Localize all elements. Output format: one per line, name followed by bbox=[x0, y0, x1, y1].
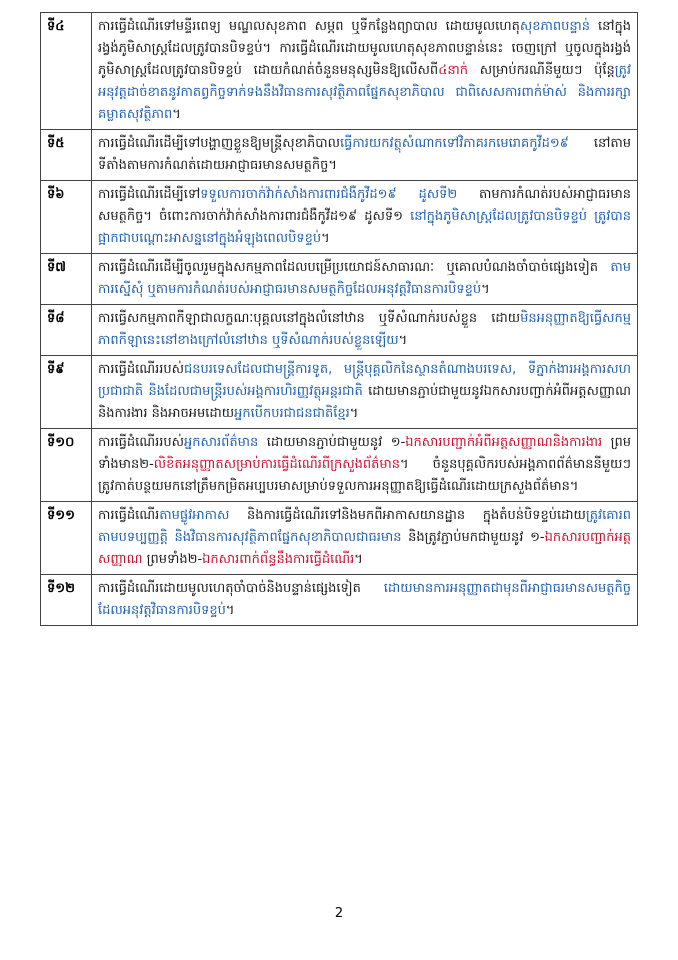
rule-text-segment: ។ bbox=[349, 406, 359, 421]
rule-row bbox=[41, 502, 638, 575]
rule-text-segment: ការធ្វើដំណើររបស់ bbox=[98, 435, 185, 450]
rule-text-segment: នៅក្នុងរង្វង់ភូមិសាស្ត្រដែលត្រូវបានបិទខ្ទប់។ ការធ្វើដំណើរដោយមូលហេតុសុខភាពបន្ទាន់នេះ ចេញក្រៅ ឬចូលក្នុងរង្វង់ភូមិសាស្ត្រដែលត្រូវបានបិទខ្ទប់ ដោយកំណត់ចំនួនមនុស្សមិនឱ្យលើសពី bbox=[98, 19, 632, 78]
rule-text-segment: មិនអនុញ្ញាតឱ្យធ្វើសកម្មភាពកីឡានេះនៅខាងក្រៅលំនៅឋាន ឬទីសំណាក់របស់ខ្លួនឡើយ bbox=[98, 311, 631, 348]
rule-text-segment: និងការធ្វើដំណើរទៅនិងមកពីអាកាសយានដ្ឋាន ក្នុងតំបន់បិទខ្ទប់ដោយ bbox=[229, 508, 586, 523]
rule-text bbox=[92, 305, 638, 356]
rule-text bbox=[92, 254, 638, 305]
rule-text-segment: ការធ្វើដំណើរទៅមន្ទីរពេទ្យ មណ្ឌលសុខភាព សម្ភព ឬទីកន្លែងព្យាបាល ដោយមូលហេតុ bbox=[98, 19, 520, 34]
rule-row bbox=[41, 130, 638, 181]
rule-number: ទី៤ bbox=[41, 13, 92, 130]
rule-text bbox=[92, 575, 638, 626]
rule-text-segment: ។ ចំនួនបុគ្គលិករបស់អង្គភាពព័ត៌មាននីមួយៗ ត្រូវកាត់បន្ថយមកនៅត្រឹមកម្រិតអប្បបរមាសម្រាប់ទទួលការអនុញ្ញាតឱ្យធ្វើដំណើរដោយក្រសួងព័ត៌មាន។ bbox=[98, 457, 631, 494]
rule-number: ទី៧ bbox=[41, 254, 92, 305]
rule-text bbox=[92, 356, 638, 429]
rule-text bbox=[92, 181, 638, 254]
rule-row bbox=[41, 305, 638, 356]
rule-text-segment: ឯកសារបញ្ជាក់អំពីអត្តសញ្ញាណនិងការងារ bbox=[405, 435, 603, 450]
rule-text-segment: ដោយមានភ្ជាប់ជាមួយនូវឯកសារបញ្ជាក់អំពីអត្តសញ្ញាណនិងការងារ និងអាចអមដោយ bbox=[98, 384, 631, 421]
rule-text-segment: ។ bbox=[172, 107, 181, 122]
rule-text-segment: សុខភាពបន្ទាន់ bbox=[519, 19, 591, 34]
rule-text-segment: ។ bbox=[354, 552, 363, 567]
rule-row bbox=[41, 13, 638, 130]
rule-text bbox=[92, 502, 638, 575]
rule-text-segment: ឯកសារបញ្ជាក់អត្តសញ្ញាណ bbox=[98, 530, 632, 567]
rule-number: ទី៩ bbox=[41, 356, 92, 429]
rule-text-segment: ដោយមានការអនុញ្ញាតជាមុនពីអាជ្ញាធរមានសមត្ថកិច្ចដែលអនុវត្តវិធានការបិទខ្ទប់ bbox=[98, 581, 631, 618]
rule-text-segment: តាមការស្នើសុំ ឬតាមការកំណត់របស់អាជ្ញាធរមានសមត្ថកិច្ចដែលអនុវត្តវិធានការបិទខ្ទប់ bbox=[98, 260, 631, 297]
rule-number: ទី១២ bbox=[41, 575, 92, 626]
rules-table-body bbox=[41, 13, 638, 626]
rule-text-segment: ព្រមទាំង២- bbox=[142, 552, 203, 567]
rule-number: ទី៥ bbox=[41, 130, 92, 181]
rule-text-segment: ៤នាក់ bbox=[438, 63, 469, 78]
rule-text-segment: ដោយមានភ្ជាប់ជាមួយនូវ ១- bbox=[258, 435, 406, 450]
rule-text-segment: ។ bbox=[398, 333, 408, 348]
rule-text-segment: លិខិតអនុញ្ញាតសម្រាប់ការធ្វើដំណើរពីក្រសួងព័ត៌មាន bbox=[153, 457, 400, 472]
rule-text bbox=[92, 13, 638, 130]
rule-number: ទី៦ bbox=[41, 181, 92, 254]
rule-number: ទី៨ bbox=[41, 305, 92, 356]
rule-text-segment: ការធ្វើដំណើរដើម្បីចូលរួមក្នុងសកម្មភាពដែលបម្រើប្រយោជន៍សាធារណៈ ឬគោលបំណងចាំបាច់ផ្សេងទៀត bbox=[98, 260, 611, 275]
rule-text-segment: អ្នកសារព័ត៌មាន bbox=[184, 435, 259, 450]
document-page bbox=[40, 12, 638, 626]
rule-row bbox=[41, 429, 638, 502]
rule-row bbox=[41, 356, 638, 429]
rule-row bbox=[41, 181, 638, 254]
rule-text-segment: ត្រូវគោរពតាមបទប្បញ្ញត្តិ និងវិធានការសុវត្ថិភាពផ្នែកសុខាភិបាលជាធរមាន bbox=[98, 508, 631, 545]
rule-number: ទី១១ bbox=[41, 502, 92, 575]
rule-text-segment: នៅតាមទីតាំងតាមការកំណត់ដោយអាជ្ញាធរមានសមត្ថកិច្ច។ bbox=[98, 136, 631, 173]
rule-text-segment: អ្នកបើកបរជាជនជាតិខ្មែរ bbox=[234, 406, 350, 421]
rule-text-segment: ការធ្វើដំណើររបស់ bbox=[98, 362, 185, 377]
rule-row bbox=[41, 575, 638, 626]
rule-text-segment: ការធ្វើដំណើរដោយមូលហេតុចាំបាច់និងបន្ទាន់ផ្សេងទៀត bbox=[98, 581, 384, 596]
rule-text-segment: ទទួលការចាក់វ៉ាក់សាំងការពារជំងឺកូវីដ១៩ ដូសទី២ bbox=[200, 187, 458, 202]
page-number: 2 bbox=[334, 906, 344, 921]
rule-text-segment: តាមការកំណត់របស់អាជ្ញាធរមានសមត្ថកិច្ច។ ចំពោះការចាក់វ៉ាក់សាំងការពារជំងឺកូវីដ១៩ ដូសទី១ bbox=[98, 187, 631, 224]
rule-text-segment: និងត្រូវភ្ជាប់មកជាមួយនូវ ១- bbox=[401, 530, 545, 545]
rule-text-segment: ធ្វើការយកវត្ថុសំណាកទៅវិភាគរកមេរោគកូវីដ១៩ bbox=[340, 136, 569, 151]
rule-text-segment: ការធ្វើសកម្មភាពកីឡាជាលក្ខណៈបុគ្គលនៅក្នុងលំនៅឋាន ឬទីសំណាក់របស់ខ្លួន ដោយ bbox=[98, 311, 521, 326]
rule-text-segment: ។ bbox=[481, 282, 490, 297]
rule-text-segment: សម្រាប់ករណីនីមួយៗ ប៉ុន្តែ bbox=[468, 63, 615, 78]
rule-text-segment: តាមផ្លូវអាកាស bbox=[159, 508, 230, 523]
rule-text-segment: នៅក្នុងភូមិសាស្ត្រដែលត្រូវបានបិទខ្ទប់ ត្រូវបានផ្អាកជាបណ្ដោះអាសន្ននៅក្នុងអំឡុងពេលបិទខ្ទប់ bbox=[98, 209, 632, 246]
rule-text bbox=[92, 429, 638, 502]
rule-text-segment: ការធ្វើដំណើរ bbox=[98, 508, 160, 523]
rule-text-segment: ។ bbox=[321, 231, 330, 246]
rule-text-segment: ការធ្វើដំណើរដើម្បីទៅបង្ហាញខ្លួនឱ្យមន្ត្រីសុខាភិបាល bbox=[98, 136, 341, 151]
exception-rules-table bbox=[40, 12, 638, 626]
rule-number: ទី១០ bbox=[41, 429, 92, 502]
rule-text-segment: ។ bbox=[225, 603, 235, 618]
rule-text bbox=[92, 130, 638, 181]
rule-text-segment: ជនបរទេសដែលជាមន្ត្រីការទូត, មន្ត្រីបុគ្គលិកនៃស្ថានតំណាងបរទេស, ទីភ្នាក់ងារអង្គការសហប្រជាជាតិ និងដែលជាមន្ត្រីរបស់អង្គការហិរញ្ញវត្ថុអន្តរជាតិ bbox=[98, 362, 631, 399]
rule-text-segment: ព្រមទាំងមាន២- bbox=[98, 435, 631, 472]
rule-text-segment: ឯកសារពាក់ព័ន្ធនឹងការធ្វើដំណើរ bbox=[202, 552, 355, 567]
rule-text-segment: ត្រូវអនុវត្តដាច់ខាតនូវកាតព្វកិច្ចទាក់ទងនឹងវិធានការសុវត្ថិភាពផ្នែកសុខាភិបាល ជាពិសេសការពាក់ម៉ាស់ និងការរក្សាគម្លាតសុវត្ថិភាព bbox=[98, 63, 631, 122]
rule-row bbox=[41, 254, 638, 305]
rule-text-segment: ការធ្វើដំណើរដើម្បីទៅ bbox=[98, 187, 201, 202]
